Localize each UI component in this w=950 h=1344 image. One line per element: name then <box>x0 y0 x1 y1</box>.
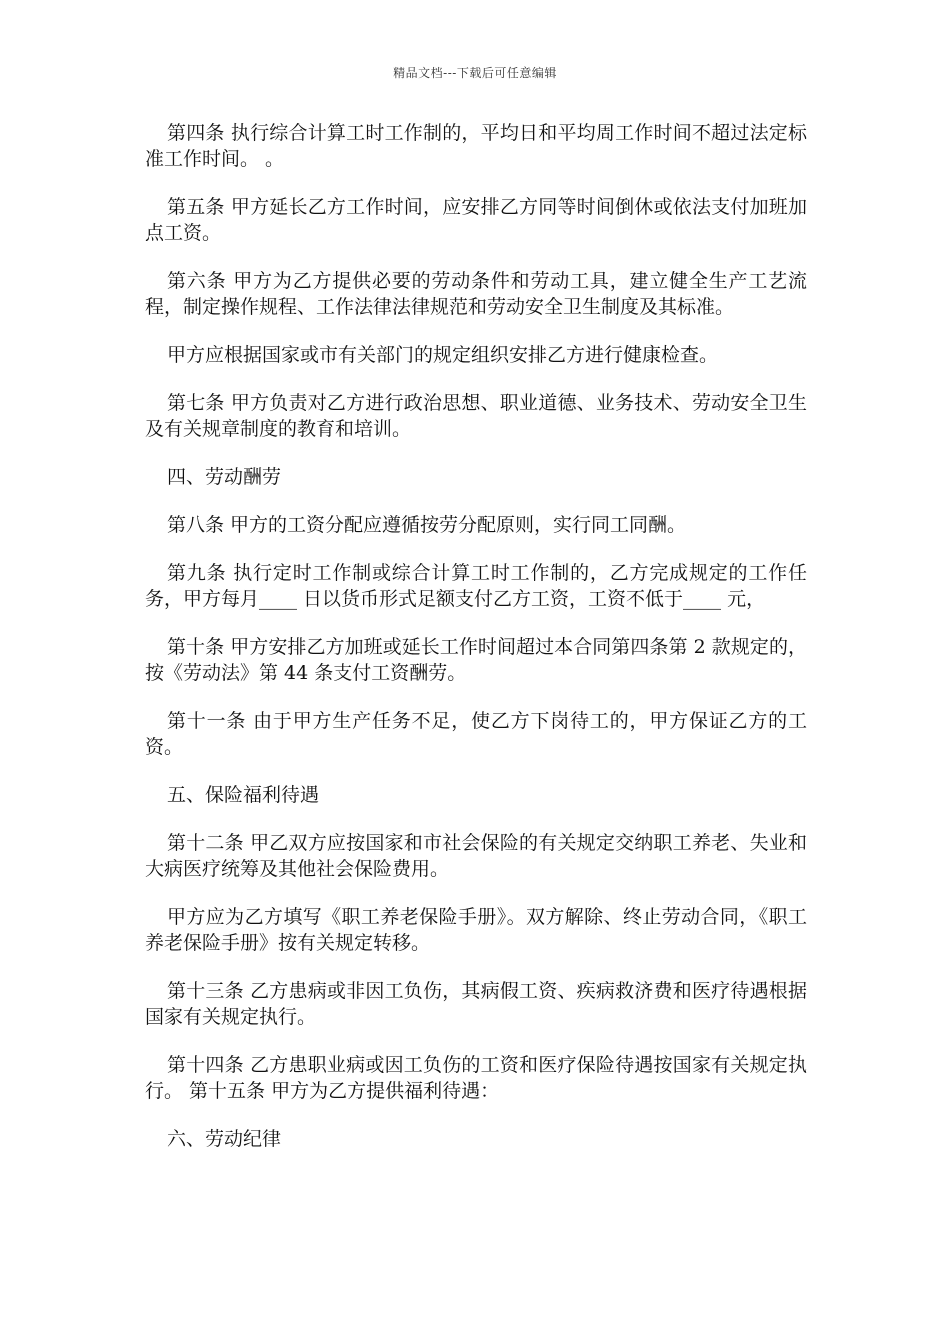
article-6: 第六条 甲方为乙方提供必要的劳动条件和劳动工具，建立健全生产工艺流程，制定操作规程、工作法律法律规范和劳动安全卫生制度及其标准。 <box>145 270 807 318</box>
article-4: 第四条 执行综合计算工时工作制的，平均日和平均周工作时间不超过法定标准工作时间。 。 <box>145 122 807 170</box>
article-14-15: 第十四条 乙方患职业病或因工负伤的工资和医疗保险待遇按国家有关规定执行。 第十五条 甲方为乙方提供福利待遇： <box>145 1054 807 1102</box>
article-11: 第十一条 由于甲方生产任务不足，使乙方下岗待工的，甲方保证乙方的工资。 <box>145 710 807 758</box>
section-heading-4: 四、劳动酬劳 <box>167 466 282 488</box>
section-heading-6: 六、劳动纪律 <box>167 1128 282 1150</box>
section-heading-5: 五、保险福利待遇 <box>167 784 320 806</box>
document-body <box>145 120 807 1174</box>
article-9: 第九条 执行定时工作制或综合计算工时工作制的，乙方完成规定的工作任务，甲方每月____ 日以货币形式足额支付乙方工资，工资不低于____ 元， <box>145 562 807 610</box>
article-8: 第八条 甲方的工资分配应遵循按劳分配原则，实行同工同酬。 <box>167 514 687 536</box>
page-header: 精品文档---下载后可任意编辑 <box>393 66 557 80</box>
article-7: 第七条 甲方负责对乙方进行政治思想、职业道德、业务技术、劳动安全卫生及有关规章制度的教育和培训。 <box>145 392 807 440</box>
health-check-paragraph: 甲方应根据国家或市有关部门的规定组织安排乙方进行健康检查。 <box>167 344 719 366</box>
article-12: 第十二条 甲乙双方应按国家和市社会保险的有关规定交纳职工养老、失业和大病医疗统筹及其他社会保险费用。 <box>145 832 807 880</box>
pension-handbook-paragraph: 甲方应为乙方填写《职工养老保险手册》。双方解除、终止劳动合同，《职工养老保险手册》按有关规定转移。 <box>145 906 807 954</box>
article-5: 第五条 甲方延长乙方工作时间，应安排乙方同等时间倒休或依法支付加班加点工资。 <box>145 196 807 244</box>
article-13: 第十三条 乙方患病或非因工负伤，其病假工资、疾病救济费和医疗待遇根据国家有关规定执行。 <box>145 980 807 1028</box>
article-10: 第十条 甲方安排乙方加班或延长工作时间超过本合同第四条第 2 款规定的，按《劳动法》第 44 条支付工资酬劳。 <box>145 636 807 684</box>
